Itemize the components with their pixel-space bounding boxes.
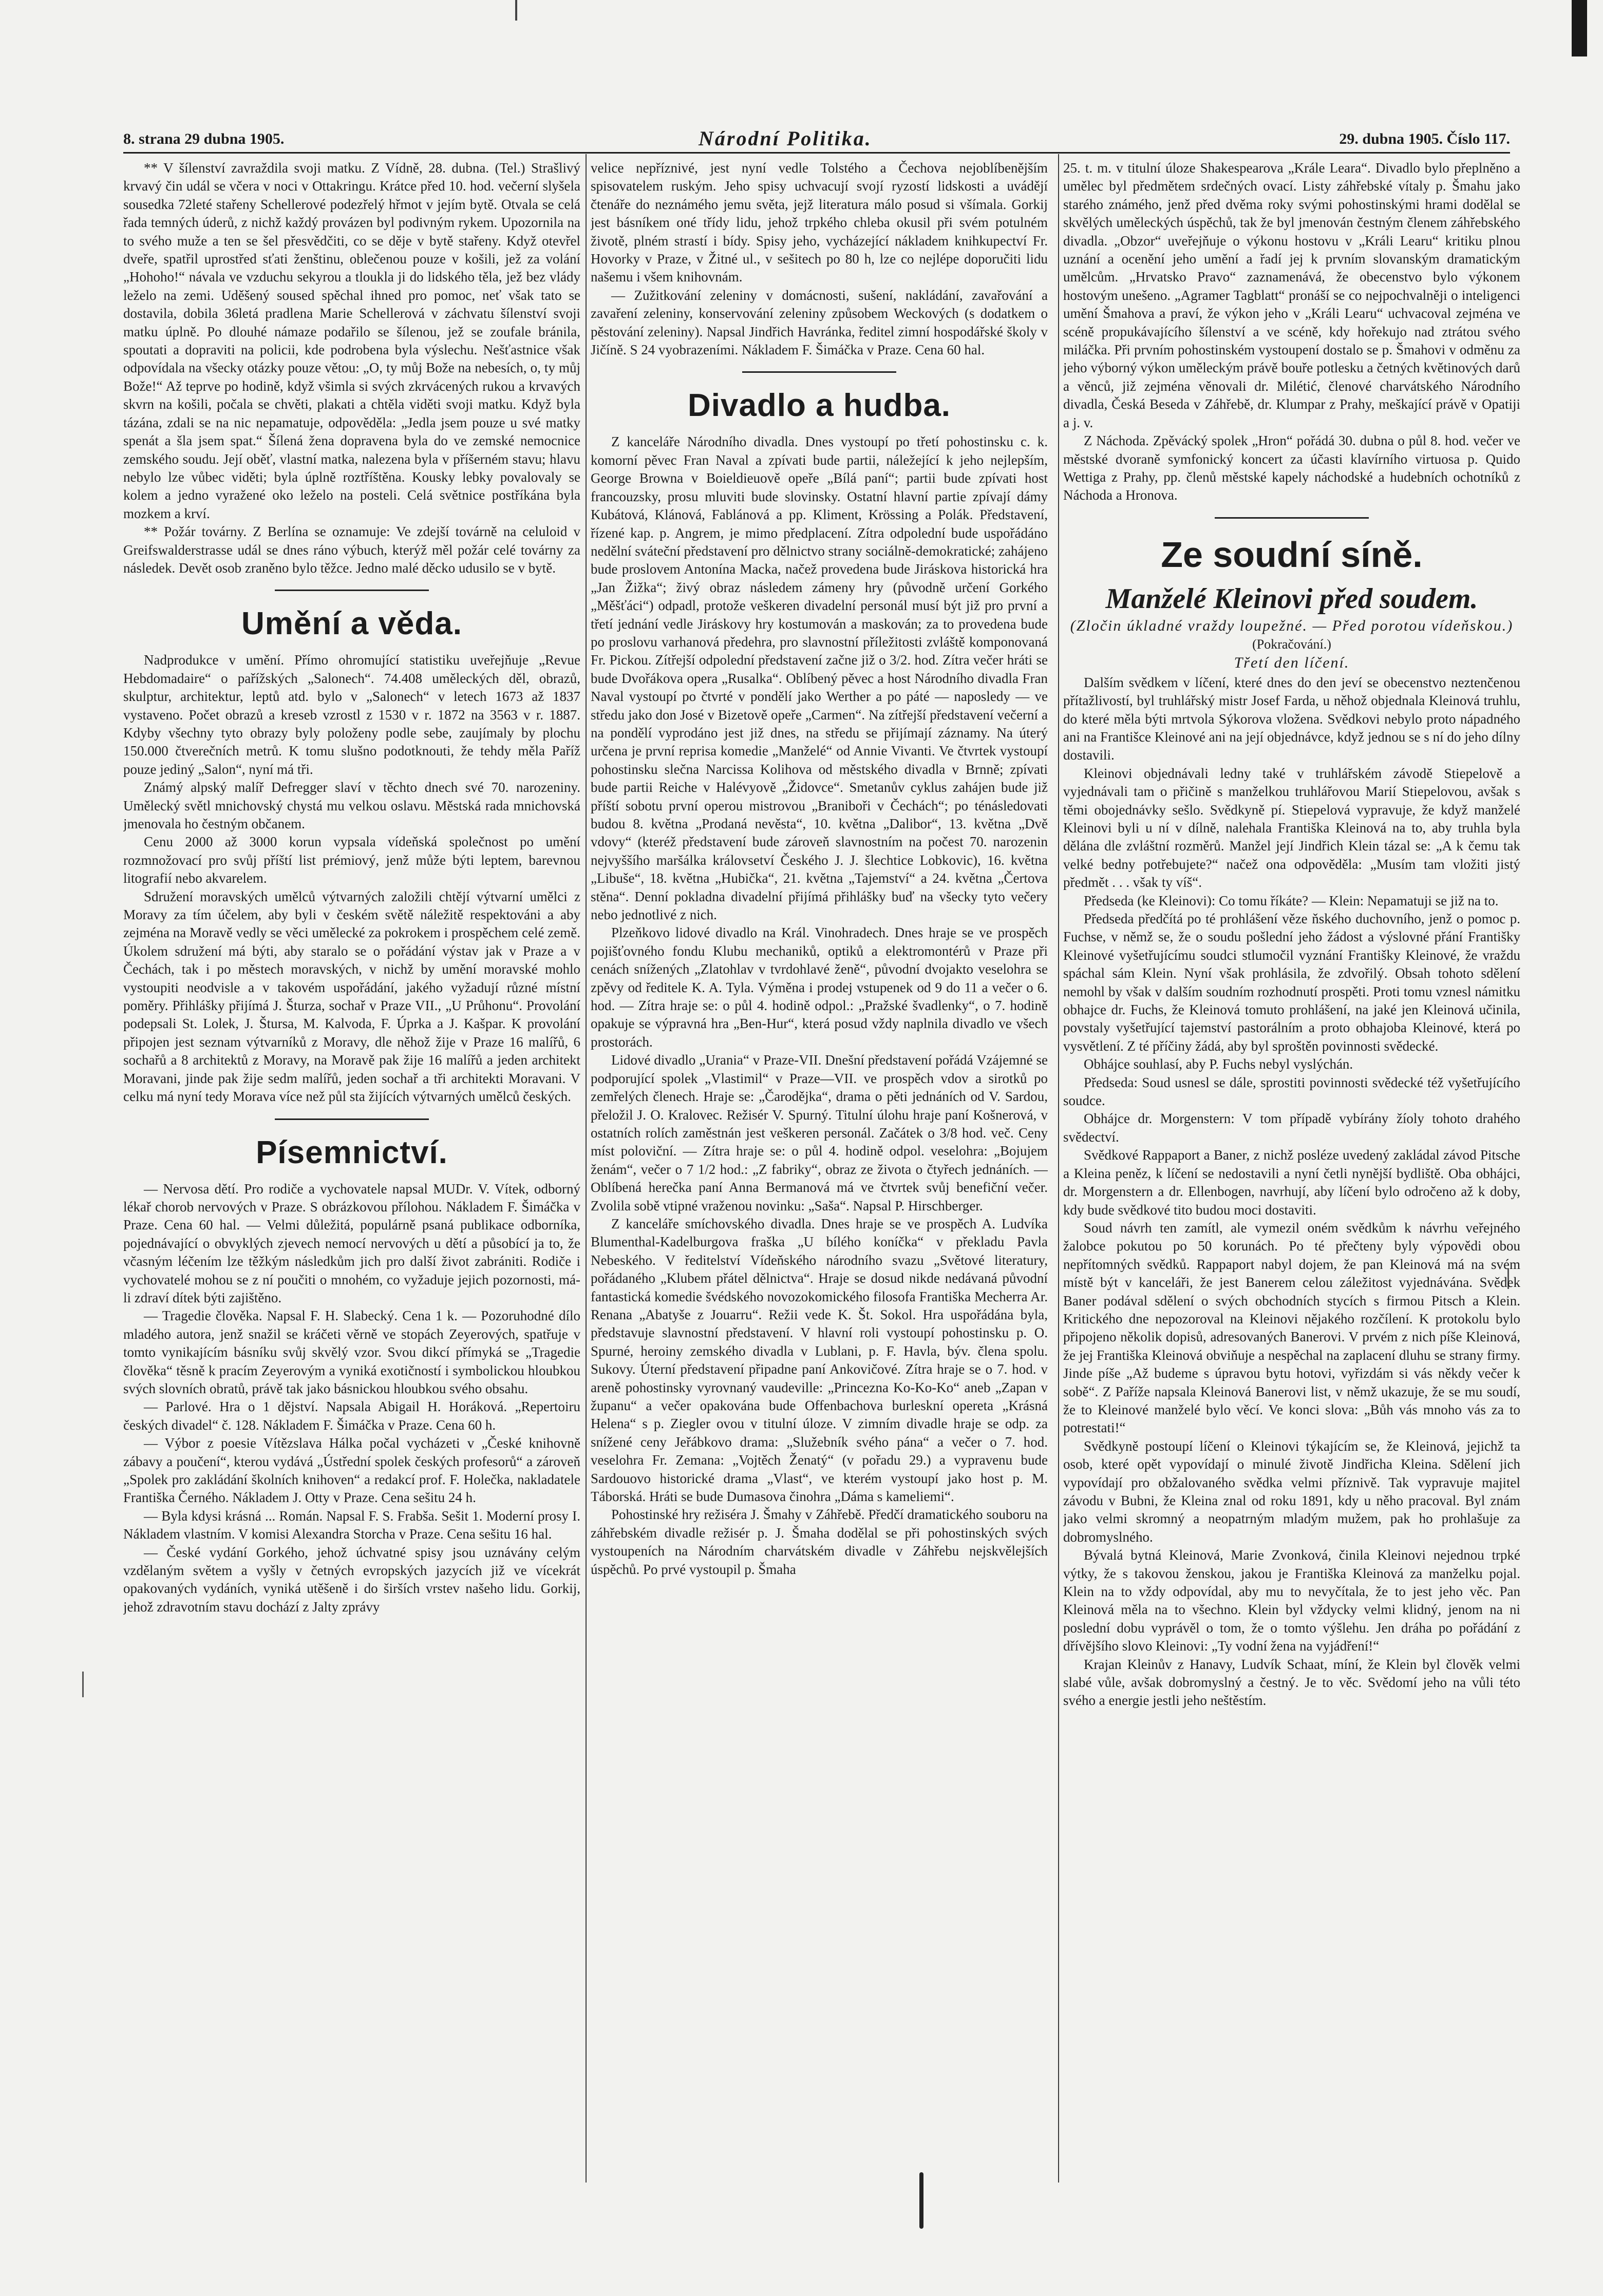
court-para: Svědkyně postoupí líčení o Kleinovi týkajícím se, že Kleinová, jejichž ta osob, které opět vypovídají o minulé životě Jindřicha Kleina. Sdělení jich vypovídají pro obžalovaného svědka velmi příznivě. Tak vypravuje majitel závodu v Bubni, že Kleina znal od roku 1891, kdy u něho pracoval. Byl znám jako velmi skromný a neopatrným mladým mužem, pak ho prohlašuje za dobromyslného.	[1063, 1438, 1520, 1545]
scan-mark	[82, 1672, 84, 1697]
section-title-literature: Písemnictví.	[256, 1134, 448, 1170]
column-1	[123, 159, 580, 2213]
court-para: Bývalá bytná Kleinová, Marie Zvonková, činila Kleinovi nejednou trpké výtky, že s takovou ženskou, jakou je Františka Kleinová za manželku pojal. Klein na to vždy odpovídal, aby mu to nevyčítala, že to jest jeho věc. Pan Kleinová měla na to všechno. Klein byl vždycky velmi klidný, jenom na ni poslední dobu vyprávěl o tom, že o tomto výšlehu. Jen dráha po pořádání z dřívějšího slovo Kleinovi: „Ty vodní žena na vyjádření!“	[1063, 1547, 1520, 1654]
section-title-art: Umění a věda.	[241, 606, 462, 642]
article-art-overproduction: Nadprodukce v umění. Přímo ohromující statistiku uveřejňuje „Revue Hebdomadaire“ o pařížských „Salonech“. 74.408 uměleckých děl, obrazů, skulptur, architektur, leptů atd. bylo v „Salonech“ v letech 1673 až 1837 vystaveno. Počet obrazů a kreseb vzrostl z 1530 v r. 1872 na 3563 v r. 1887. Kdyby všechny tyto obrazy byly položeny podle sebe, zaujímaly by plochu 150.000 čtverečních metrů. K tomu slušno podotknouti, že tehdy měla Paříž pouze jediný „Salon“, nyní má tři.	[123, 652, 580, 777]
page-header	[123, 127, 1510, 150]
section-title-theatre: Divadlo a hudba.	[687, 388, 951, 424]
court-para: Svědkové Rappaport a Baner, z nichž posléze uvedený zakládal závod Pitsche a Kleina peněz, k líčení se nedostavili a nyní četli nynější bydliště. Oba obhájci, dr. Morgenstern a dr. Ellenbogen, navrhují, aby líčení bylo odročeno až k doby, kdy bude svědkové tito budou moci dostaviti.	[1063, 1147, 1520, 1218]
court-para: Předseda: Soud usnesl se dále, sprostiti povinnosti svědecké též vyšetřujícího soudce.	[1063, 1074, 1520, 1109]
court-para: Soud návrh ten zamítl, ale vymezil oném svědkům k návrhu veřejného žalobce pokutou po 50 korunách. Po té přečteny byly výpovědi obou nepřítomných svědků. Rappaport nabyl dojem, že pan Kleinová má na svém místě být v kanceláři, že jest Banerem celou záležitost vyjednávána. Svědek Baner podával sdělení o svých obchodních stycích s firmou Pitsch a Klein. Kritického dne nepozoroval na Kleinovi nějakého rozčílení. K protokolu bylo připojeno několik dopisů, adresovaných Banerovi. V prvém z nich píše Kleinová, že jej Františka Kleinová obviňuje a nespěchal na zaplacení dluhu se strany firmy. Jinde píše „Až budeme s úpravou bytu hotovi, vyřizdám si vás někdy večer k sobě“. Z Paříže napsala Kleinová Banerovi list, v němž ukazuje, že se mu soudí, že to Kleinové manželé bylo věcí. Ve konci slova: „Bůh vás mnoho vás za to potrestati!“	[1063, 1220, 1520, 1436]
article-madness-murder: ** V šílenství zavraždila svoji matku. Z Vídně, 28. dubna. (Tel.) Strašlivý krvavý čin udál se včera v noci v Ottakringu. Krátce před 10. hod. večerní slyšela sousedka 72leté stařeny Schellerové podezřelý hřmot v jejím bytě. Otvala se celá řada temných úderů, z nichž každý provázen byl podivným rykem. Upozornila na to svého muže a ten se šel přesvědčiti, co se děje v bytě stařeny. Když otevřel dveře, spatřil uprostřed sťati ženštinu, oblečenou pouze v košili, jež za volání „Hohoho!“ návala ve vzduchu sekyrou a tloukla ji do lidského těla, jež bez vlády leželo na zemi. Uděšený soused spěchal ihned pro pomoc, neť však tato se dostavila, dobila 36letá pradlena Marie Schellerová v záchvatu šílenství svoji matku úplně. Po dlouhé námaze podařilo se šílenou, jež se zoufale bránila, spoutati a dopraviti na policii, kde podrobena byla výslechu. Nešťastnice však odpovídala na všecky otázky pouze větou: „O, ty můj Bože na nebesích, o, ty můj Bože!“ Až teprve po hodině, když všimla si svých zkrvácených rukou a krvavých skvrn na košili, počala se chvěti, plakati a chtěla viděti svoji matku. Když byla tázána, zdali se na nic nepamatuje, odpověděla: „Jedla jsem pouze u své matky spenát a šla jsem spat.“ Šílená žena dopravena byla do ve zemské nemocnice zemského soudu. Její oběť, vlastní matka, nalezena byla v příšerném stavu; hlavu nebylo lze vůbec viděti; byla úplně roztříštěna. Kousky lebky povalovaly se kolem a jedno vyražené oko leželo na posteli. Celá světnice postříkána byla mozkem a krví.	[123, 160, 580, 521]
article-smaha-zagreb: Pohostinské hry režiséra J. Šmahy v Záhřebě. Předčí dramatického souboru na záhřebském divadle režisér p. J. Šmaha dodělal se při pohostinských svých vystoupeních na Národním charvátském divadle v Záhřebu nejskvělejších úspěchů. Po prvé vystoupil p. Šmaha	[591, 1507, 1048, 1577]
article-urania-theatre: Lidové divadlo „Urania“ v Praze-VII. Dnešní představení pořádá Vzájemné se podporující spolek „Vlastimil“ v Praze—VII. ve prospěch vdov a sirotků po zemřelých členech. Hraje se: „Čarodějka“, drama o pěti jednáních od V. Sardou, přeložil J. O. Kralovec. Režisér V. Spurný. Titulní úlohu hraje paní Košnerová, v ostatních rolích zaměstnán jest veškeren personál. Začátek o 3/8 hod. več. Ceny míst poloviční. — Zítra hraje se: o půl 4. hodině odpol. veselohra: „Bojujem ženám“, večer o 7 1/2 hod.: „Z fabriky“, obraz ze života o čtyřech jednáních. — Oblíbená herečka paní Anna Bermanová má ve čtvrtek svůj benefiční večer. Zvolila sobě vtipné vraženou novinku: „Saša“. Napsal P. Hirschberger.	[591, 1052, 1048, 1213]
header-page-date: 8. strana 29 dubna 1905.	[123, 130, 285, 147]
article-nachod: Z Náchoda. Zpěvácký spolek „Hron“ pořádá 30. dubna o půl 8. hod. večer ve městské dvoraně symfonický koncert za účasti klavírního virtuosa p. Quido Wettiga z Prahy, pp. členů městské kapely náchodské a hudebních ochotníků z Náchoda a Hronova.	[1063, 433, 1520, 503]
article-nervosa: — Nervosa dětí. Pro rodiče a vychovatele napsal MUDr. V. Vítek, odborný lékař chorob nervových v Praze. S obrázkovou přílohou. Nákladem F. Šimáčka v Praze. Cena 60 hal. — Velmi důležitá, populárně psaná publikace odborníka, pojednávající o obvyklých zjevech nemocí nervových u dětí a působící ja to, že včasným léčením lze těžkým následkům jich pro další život zabrániti. Rodiče i vychovatelé mohou se z ní poučiti o mnohém, co vyžaduje jejich pozornosti, má-li zdraví dítek býti zajištěno.	[123, 1181, 580, 1305]
section-title-court: Ze soudní síně.	[1161, 534, 1423, 575]
court-para: Dalším svědkem v líčení, které dnes do den jeví se obecenstvo neztenčenou přítažlivostí, byl truhlářský mistr Josef Farda, u něhož objednala Kleinová truhlu, do které měla býti mrtvola Sýkorova vložena. Svědkovi nebylo proto nápadného ani na Františce Kleinové ani na její objednávce, když jednou se s ní do jeho dílny dostavili.	[1063, 674, 1520, 763]
article-narodni-divadlo: Z kanceláře Národního divadla. Dnes vystoupí po třetí pohostinsku c. k. komorní pěvec Fran Naval a zpívati bude partii, náležející k jeho nejlepším, George Browna v Boieldieuově opeře „Bílá paní“; partii bude zpívati host francouzsky, prosu mluviti bude slovinsky. Ostatní hlavní partie zpívají dámy Kubátová, Klánová, Fablánová a pp. Kliment, Krössing a Polák. Představení, řízené kap. p. Angrem, je mimo předplacení. Zítra odpolední bude uspořádáno nedělní sváteční představení pro dělnictvo strany sociálně-demokratické; zahájeno bude proslovem Antonína Macka, načež provedena bude Jiráskova historická hra „Jan Žižka“; živý obraz následem zámeny hry (původně určení Gorkého „Měšťáci“) odpadl, protože veškeren divadelní personál musí být již pro první a třetí jednání vedle Jiráskovy hry kostumován a maskován; za to provedena bude po proslovu varhanová předehra, pro slavnostní příležitosti zvláště komponovaná Fr. Pickou. Zítřejší odpolední představení začne již o 3/2. hod. Zítra večer hráti se bude Dvořákova opera „Rusalka“. Oblíbený pěvec a host Národního divadla Fran Naval vystoupí po čtvrté v pondělí jako Werther a po páté — naposledy — ve středu jako don José v Bizetově opeře „Carmen“. Na zítřejší představení večerní a na pondělí vyprodáno jest již dnes, na středu se přijímají záznamy. Na úterý určena je první reprisa komedie „Manželé“ od Annie Vivanti. Ve čtvrtek vystoupí pohostinsku slečna Narcissa Kolihova od městského divadla v Brnně; zpívati bude partii Reiche v Halévyově „Židovce“. Smetanův cyklus zahájen bude již příští sobotu první operou mistrovou „Braniboři v Čechách“; po ténásledovati budou 8. května „Prodaná nevěsta“, 10. května „Dalibor“, 13. května „Dvě vdovy“ (kteréž představení bude zároveň slavnostním na počest 70. narozenin nejvyššího maršálka královsetví Českého J. J. šlechtice Lobkovic), 16. května „Libuše“, 18. května „Hubička“, 21. května „Tajemství“ a 24. května „Čertova stěna“. Denní pokladna divadelní přijímá přihlášky buď na všecky tyto večery nebo jednotlivé z nich.	[591, 434, 1048, 923]
court-para: Obhájce dr. Morgenstern: V tom případě vybírány žíoly tohoto drahého svědectví.	[1063, 1111, 1520, 1145]
column-2	[591, 159, 1048, 2213]
court-headline: Manželé Kleinovi před soudem.	[1105, 582, 1478, 615]
column-divider	[1058, 154, 1059, 2183]
section-separator	[275, 590, 429, 591]
section-separator	[742, 371, 896, 373]
article-halek: — Výbor z poesie Vítězslava Hálka počal vycházeti v „České knihovně zábavy a poučení“, kterou vydává „Ústřední spolek českých profesorů“ a zároveň „Spolek pro zakládání školních knihoven“ a redakcí prof. F. Holečka, nakladatele Františka Černého. Nákladem J. Otty v Praze. Cena sešitu 24 h.	[123, 1435, 580, 1506]
scan-edge-mark	[1572, 0, 1587, 56]
article-gorkij: — České vydání Gorkého, jehož úchvatné spisy jsou uznávány celým vzdělaným světem a vyšly v četných evropských jazycích již ve vícekrát opakovaných vydáních, vyniká utěšeně i do širších vrstev našeho lidu. Gorkij, jehož zdravotním stavu dochází z Jalty zprávy	[123, 1544, 580, 1615]
column-divider	[586, 154, 587, 2183]
scan-mark	[515, 0, 517, 21]
article-vinohrady-theatre: Plzeňkovo lidové divadlo na Král. Vinohradech. Dnes hraje se ve prospěch pojišťovného fondu Klubu mechaniků, optiků a elektromontérů v Praze při cenách snížených „Zlatohlav v tvrdohlavé ženě“, původní dvojakto veselohra se zpěvy od ředitele K. A. Tyla. Výměna i prodej vstupenek od 9 do 11 a večer o 6. hod. — Zítra hraje se: o půl 4. hodině odpol.: „Pražské švadlenky“, o 7. hodině opakuje se výpravná hra „Ben-Hur“, která posud vždy naplnila divadlo ve všech prostorách.	[591, 925, 1048, 1050]
header-issue-number: 29. dubna 1905. Číslo 117.	[1339, 130, 1510, 147]
article-zelenina: — Zužitkování zeleniny v domácnosti, sušení, nakládání, zavařování a zavaření zeleniny, konservování zeleniny způsobem Weckových (s dodatkem o pěstování zeleniny). Napsal Jindřich Havránka, ředitel zimní hospodářské školy v Jičíně. S 24 vyobrazeními. Nákladem F. Šimáčka v Praze. Cena 60 hal.	[591, 287, 1048, 358]
article-kdysi-krasna: — Byla kdysi krásná ... Román. Napsal F. S. Frabša. Sešit 1. Moderní prosy I. Nákladem vlastním. V komisi Alexandra Storcha v Praze. Cena sešitu 16 hal.	[123, 1508, 580, 1542]
article-gorkij-cont: velice nepříznivé, jest nyní vedle Tolstého a Čechova nejoblíbenějším spisovatelem ruským. Jeho spisy uchvacují svojí ryzostí lidskosti a uvádějí čtenáře do neznámého jemu světa, jejž literatura málo posud si všímala. Gorkij jest básníkem oné třídy lidu, jehož trpkého chleba okusil při svém potulném životě, plném strastí i bídy. Spisy jeho, vycházející nákladem knihkupectví Fr. Hovorky v Praze, v Žitné ul., v sešitech po 80 h, lze co nejlépe doporučiti lidu našemu i všem knihovnám.	[591, 160, 1048, 285]
court-para: Předseda (ke Kleinovi): Co tomu říkáte? — Klein: Nepamatuji se již na to.	[1084, 893, 1499, 908]
article-smaha-cont: 25. t. m. v titulní úloze Shakespearova „Krále Leara“. Divadlo bylo přeplněno a umělec byl předmětem srdečných ovací. Listy záhřebské vítaly p. Šmahu jako starého známého, jenž před dvěma roky svými pohostinskými hrami dodělal se skvělých uměleckých úspěchů, tak že byl jmenován čestným členem záhřebského divadla. „Obzor“ uveřejňuje o výkonu hostovu v „Králi Learu“ kritiku plnou uznání a ocenění jeho umění a řadí jej k prvním slovanským dramatickým umělcům. „Hrvatsko Pravo“ zaznamenává, že obecenstvo bylo výkonem hostovým unešeno. „Agramer Tagblatt“ pronáší se co nejpochvalněji o inteligenci umění Šmahova a praví, že výkon jeho v „Králi Learu“ uchvacoval zejména ve scéně propukávajícího šílenství a ve scéně, kdy hořekujo nad ztrátou svého miláčka. Při prvním pohostinském vystoupení dostalo se p. Šmahovi v odměnu za jeho výborný výkon uměleckým právě bouře potlesku a četných květinových darů a věnců, již zejména věnovali dr. Milétić, členové charvátského Národního divadla, Česká Beseda v Záhřebě, dr. Klumpar z Prahy, meškající právě v Opatiji a j. v.	[1063, 160, 1520, 430]
header-rule	[123, 152, 1510, 154]
court-para: Krajan Kleinův z Hanavy, Ludvík Schaat, míní, že Klein byl člověk velmi slabé vůle, avšak dobromyslný a čestný. Je to věc. Svědomí jeho na vůli této svého a energie jestli jeho neštěstím.	[1063, 1656, 1520, 1709]
column-3	[1063, 159, 1520, 2213]
court-para: Obhájce souhlasí, aby P. Fuchs nebyl vyslýchán.	[1084, 1056, 1353, 1072]
court-continuation: (Pokračování.)	[1252, 636, 1331, 652]
article-defregger: Známý alpský malíř Defregger slaví v těchto dnech své 70. narozeniny. Umělecký světl mnichovský chystá mu velkou oslavu. Městská rada mnichovská jmenovala ho čestným občanem.	[123, 780, 580, 831]
article-prize: Cenu 2000 až 3000 korun vypsala vídeňská společnost po umění rozmnožovací pro svůj příští list prémiový, jenž může býti leptem, barevnou litografií nebo akvarelem.	[123, 834, 580, 886]
court-para: Kleinovi objednávali ledny také v truhlářském závodě Stiepelově a vyjednávali tam o přičině s manželkou truhlářovou Marií Stiepelovou, avšak s těmi obojednávky sešlo. Svědkyně pí. Stiepelová vypravuje, že když manželé Kleinovi byli u ní v dílně, nalehala Františka Kleinová na to, aby truhla byla dělána dle zvláštní rozměrů. Manžel její Jindřich Klein tázal se: „A k čemu tak velké bedny potřebujete?“ načež ona odpověděla: „Musím tam vložiti jistý předmět . . . však ty víš“.	[1063, 765, 1520, 890]
court-subheadline: (Zločin úkladné vraždy loupežné. — Před porotou vídeňskou.)	[1070, 617, 1514, 634]
article-moravian-artists: Sdružení moravských umělců výtvarných založili chtějí výtvarní umělci z Moravy za tím účelem, aby byli v českém světě náležitě respektováni a aby zejména na Moravě vedly se věci umělecké za pokrokem i prospěchem celé země. Úkolem sdružení má býti, aby staralo se o pořádání výstav jak v Praze a v Čechách, tak i po městech moravských, v nichž by umění moravské mohlo vystoupiti neodvisle a v takovém uspořádání, jakého vyžadují různé místní poměry. Přihlášky přijímá J. Šturza, sochař v Praze VII., „U Průhonu“. Provolání podepsali St. Lolek, J. Štursa, M. Kalvoda, F. Úprka a J. Kašpar. K provolání připojen jest seznam výtvarníků z Moravy, dle něhož žije v Praze 16 malířů, 6 sochařů a 8 architektů z Moravy, na Moravě pak žije 16 malířů a jeden architekt Moravani, jinde pak žije sedm malířů, jeden sochař a tři architekti Moravani. V celku má nyní tedy Morava více než půl sta žijících výtvarných umělců českých.	[123, 888, 580, 1105]
court-day: Třetí den líčení.	[1234, 654, 1350, 671]
section-separator	[275, 1118, 429, 1120]
section-separator	[1215, 517, 1369, 519]
newspaper-title: Národní Politika.	[699, 127, 872, 150]
article-tragedie: — Tragedie člověka. Napsal F. H. Slabecký. Cena 1 k. — Pozoruhodné dílo mladého autora, jenž snažil se kráčeti věrně ve stopách Zeyerových, spatřuje v tomto vynikajícím básníku svůj skvělý vzor. Svou dikcí přímyká se „Tragedie člověka“ těsně k pracím Zeyerovým a vyniká exotičností i symbolickou hloubkou svých slovních obratů, právě tak jako básnickou hloubkou svého obsahu.	[123, 1308, 580, 1396]
court-para: Předseda předčítá po té prohlášení věze ňského duchovního, jenž o pomoc p. Fuchse, v němž se, že o soudu pošlední jeho žádost a výslovné přání Františky Kleinové vyšetřujícímu soudci stlumočil vyznání Františky Kleinové, že vraždu spáchal sám Klein. Nyní však prohlásila, že zdvořilý. Obsah tohoto sdělení nemohl by však v dalším soudním rozhodnutí prospěti. Proti tomu vznesl námitku obhajce dr. Fuchs, že Kleinová tomuto prohlášení, na jaké jen Kleinová učinila, povstaly vyšetřující tajemství pastorálním a proto obhajoba Kleinové, která po vysvětlení. Z té příčiny žádá, aby byl sproštěn povinnosti svědecké.	[1063, 911, 1520, 1054]
article-smichov-theatre: Z kanceláře smíchovského divadla. Dnes hraje se ve prospěch A. Ludvíka Blumenthal-Kadelburgova fraška „U bílého koníčka“ v překladu Pavla Nebeského. V ředitelství Vídeňského národního svazu „Světové literatury, pořádaného „Klubem přátel dělnictva“. Hraje se dosud nikde nedávaná původní fantastická komedie švédského novozokomického filosofa Františka Mecherra Ar. Renana „Abatyše z Jouarru“. Režii vede K. Št. Sokol. Hra uspořádána byla, představuje slavnostní představení. V hlavní roli vystoupí pohostinsku p. O. Spurné, heroiny zemského divadla v Lublani, p. F. Havla, býv. člena spolu. Sukovy. Úterní představení připadne paní Ankovičové. Zítra hraje se o 7. hod. v areně pohostinsky vyrovnaný vaudeville: „Princezna Ko-Ko-Ko“ aneb „Zapan v županu“ a večer opakována bude Offenbachova burleskní opereta „Krásná Helena“ s p. Ziegler ovou v titulní úloze. V zimním divadle hraje se odp. za snížené ceny Jeřábkovo drama: „Služebník svého pána“ a večer o 7. hod. veselohra Fr. Zemana: „Vojtěch Ženatý“ (v pořadu 29.) a vypravenu bude Sardouovo historické drama „Vlast“, ve kterém vystoupí jako host p. M. Táborská. Hráti se bude Dumasova činohra „Dáma s kameliemi“.	[591, 1216, 1048, 1505]
article-factory-fire: ** Požár továrny. Z Berlína se oznamuje: Ve zdejší továrně na celuloid v Greifswalderstrasse udál se dnes ráno výbuch, kterýž měl požár celé továrny za následek. Devět osob zraněno bylo těžce. Jedno malé děcko udusilo se v bytě.	[123, 524, 580, 576]
article-parlove: — Parlové. Hra o 1 dějství. Napsala Abigail H. Horáková. „Repertoiru českých divadel“ č. 128. Nákladem F. Šimáčka v Praze. Cena 60 h.	[123, 1399, 580, 1433]
